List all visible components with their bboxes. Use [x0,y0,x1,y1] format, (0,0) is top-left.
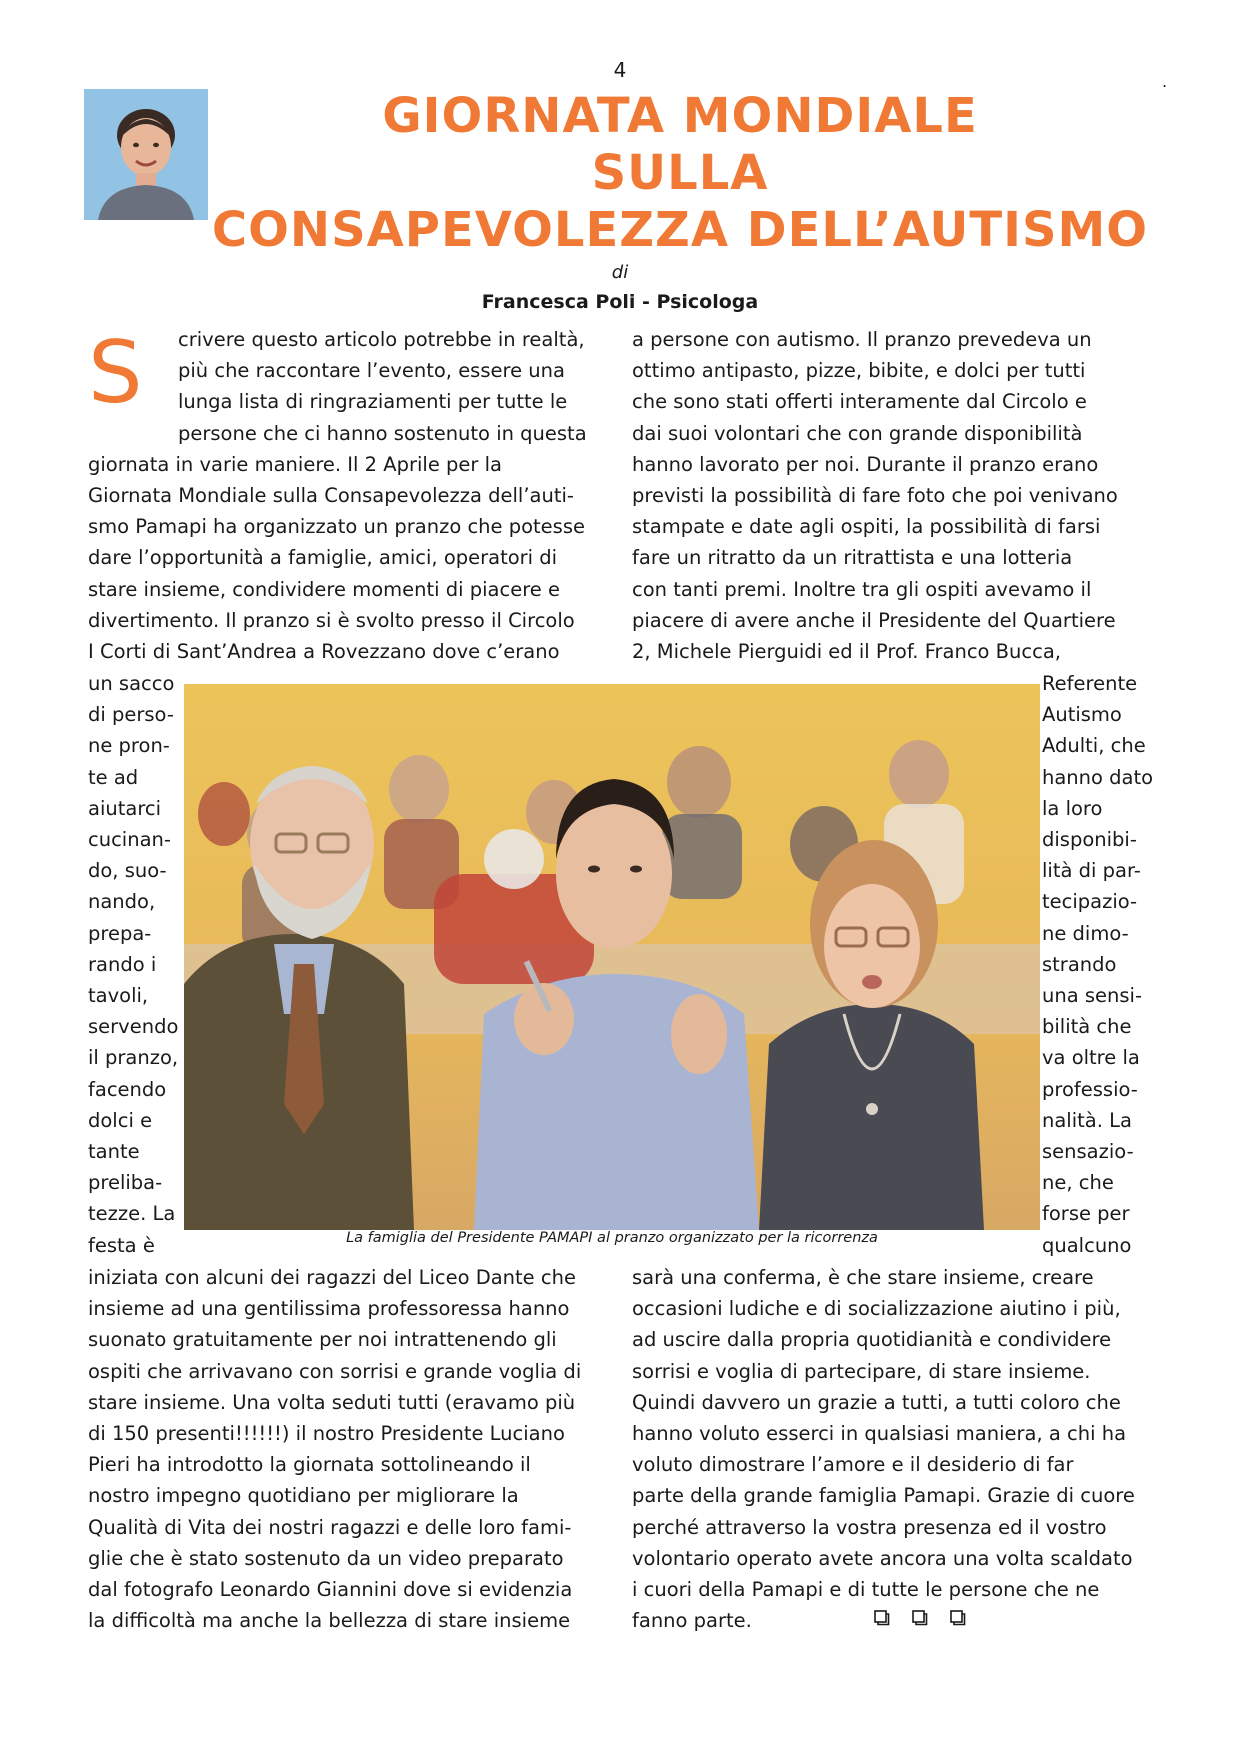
text-line: nalità. La [1042,1108,1132,1132]
text-line: di 150 presenti!!!!!!) il nostro Presidente Luciano [88,1422,565,1445]
text-line: crivere questo articolo potrebbe in realtà, [178,328,585,351]
end-square-icon [912,1610,928,1626]
photo-caption: La famiglia del Presidente PAMAPI al pranzo organizzato per la ricorrenza [346,1230,878,1246]
article-title [210,88,1150,259]
text-line: tecipazio- [1042,890,1138,914]
text-line: persone che ci hanno sostenuto in questa [178,421,587,445]
text-line: professio- [1042,1077,1138,1101]
text-line: ne pron- [88,734,170,758]
text-line: la loro [1042,796,1103,820]
title-line-2: SULLA [591,145,769,201]
text-line: te ad [88,765,139,789]
text-line: Autismo [1042,703,1122,727]
text-line: previsti la possibilità di fare foto che poi venivano [632,484,1118,507]
text-line: perché attraverso la vostra presenza ed il vostro [632,1515,1107,1539]
text-line: strando [1042,952,1117,976]
text-line: lunga lista di ringraziamenti per tutte le [178,390,568,414]
text-line: Qualità di Vita dei nostri ragazzi e delle loro fami- [88,1515,572,1539]
text-line: glie che è stato sostenuto da un video preparato [88,1546,564,1570]
text-line: prepa- [88,921,152,945]
text-line: dai suoi volontari che con grande disponibilità [632,421,1083,445]
text-line: iniziata con alcuni dei ragazzi del Liceo Dante che [88,1266,576,1289]
title-line-3: CONSAPEVOLEZZA DELL’AUTISMO [211,202,1149,258]
text-line: do, suo- [88,859,167,883]
text-line: 2, Michele Pierguidi ed il Prof. Franco Bucca, [632,640,1061,663]
text-line: divertimento. Il pranzo si è svolto presso il Circolo [88,608,575,632]
text-line: servendo [88,1015,179,1039]
text-line: ne, che [1042,1171,1114,1195]
text-line: disponibi- [1042,828,1137,851]
text-line: dolci e [88,1108,153,1132]
text-line: sorrisi e voglia di partecipare, di stare insieme. [632,1359,1091,1383]
text-line: lità di par- [1042,859,1141,883]
text-line: rando i [88,952,157,976]
text-line: Referente [1042,672,1138,695]
text-line: Giornata Mondiale sulla Consapevolezza dell’auti- [88,484,574,507]
text-line: festa è [88,1233,155,1257]
text-line: ottimo antipasto, pizze, bibite, e dolci per tutti [632,359,1086,383]
text-line: una sensi- [1042,984,1142,1007]
text-line: ne dimo- [1042,921,1129,945]
text-line: hanno dato [1042,765,1154,789]
corner-mark: . [1162,72,1168,91]
text-line: Pieri ha introdotto la giornata sottolineando il [88,1453,531,1477]
text-line: preliba- [88,1171,163,1195]
text-line: parte della grande famiglia Pamapi. Grazie di cuore [632,1484,1135,1508]
text-line: più che raccontare l’evento, essere una [178,359,565,383]
text-line: suonato gratuitamente per noi intrattenendo gli [88,1328,557,1352]
group-photo [184,684,1040,1230]
text-line: la difficoltà ma anche la bellezza di stare insieme [88,1609,571,1633]
text-line: hanno lavorato per noi. Durante il pranzo erano [632,452,1099,476]
text-line: piacere di avere anche il Presidente del Quartiere [632,608,1116,632]
text-line: stare insieme, condividere momenti di piacere e [88,577,560,601]
end-square-icon [874,1610,890,1626]
text-line: che sono stati offerti interamente dal Circolo e [632,390,1087,414]
text-line: qualcuno [1042,1233,1132,1257]
text-line: voluto dimostrare l’amore e il desiderio di far [632,1453,1074,1477]
text-line: nando, [88,890,156,914]
end-square-icon [950,1610,966,1626]
text-line: ospiti che arrivavano con sorrisi e grande voglia di [88,1359,582,1383]
text-line: il pranzo, [88,1046,179,1070]
text-line: insieme ad una gentilissima professoressa hanno [88,1297,570,1321]
text-line: Quindi davvero un grazie a tutti, a tutti coloro che [632,1390,1121,1414]
text-line: tezze. La [88,1202,176,1226]
text-line: volontario operato avete ancora una volta scaldato [632,1546,1133,1570]
text-line: cucinan- [88,828,171,851]
text-line: bilità che [1042,1015,1132,1039]
text-line: un sacco [88,672,175,695]
text-line: stampate e date agli ospiti, la possibilità di farsi [632,515,1101,539]
byline-author: Francesca Poli - Psicologa [481,291,759,313]
text-line: ad uscire dalla propria quotidianità e condividere [632,1328,1112,1352]
text-line: con tanti premi. Inoltre tra gli ospiti avevamo il [632,577,1092,601]
author-portrait [84,89,208,220]
page-number: 4 [613,58,627,82]
text-line: hanno voluto esserci in qualsiasi maniera, a chi ha [632,1422,1127,1445]
text-line: dare l’opportunità a famiglie, amici, operatori di [88,546,558,570]
byline-di: di [611,262,629,283]
text-line: fare un ritratto da un ritrattista e una lotteria [632,546,1073,570]
text-line: aiutarci [88,796,162,820]
text-line: sarà una conferma, è che stare insieme, creare [632,1266,1094,1289]
text-line: fanno parte. [632,1609,752,1633]
drop-cap: S [88,323,143,423]
text-line: Adulti, che [1042,734,1146,758]
text-line: va oltre la [1042,1046,1140,1070]
text-line: tavoli, [88,984,149,1007]
text-line: forse per [1042,1202,1130,1226]
text-line: i cuori della Pamapi e di tutte le persone che ne [632,1578,1100,1601]
text-line: facendo [88,1077,167,1101]
text-line: dal fotografo Leonardo Giannini dove si evidenzia [88,1578,573,1601]
text-line: nostro impegno quotidiano per migliorare la [88,1484,519,1508]
text-line: sensazio- [1042,1140,1134,1163]
title-line-1: GIORNATA MONDIALE [382,88,978,144]
text-line: di perso- [88,703,174,727]
text-line: tante [88,1140,140,1163]
text-line: smo Pamapi ha organizzato un pranzo che potesse [88,515,585,539]
text-line: I Corti di Sant’Andrea a Rovezzano dove c’erano [88,640,560,663]
text-line: giornata in varie maniere. Il 2 Aprile per la [88,452,502,476]
text-line: occasioni ludiche e di socializzazione aiutino i più, [632,1297,1121,1321]
text-line: a persone con autismo. Il pranzo prevedeva un [632,328,1092,351]
text-line: stare insieme. Una volta seduti tutti (eravamo più [88,1390,576,1414]
